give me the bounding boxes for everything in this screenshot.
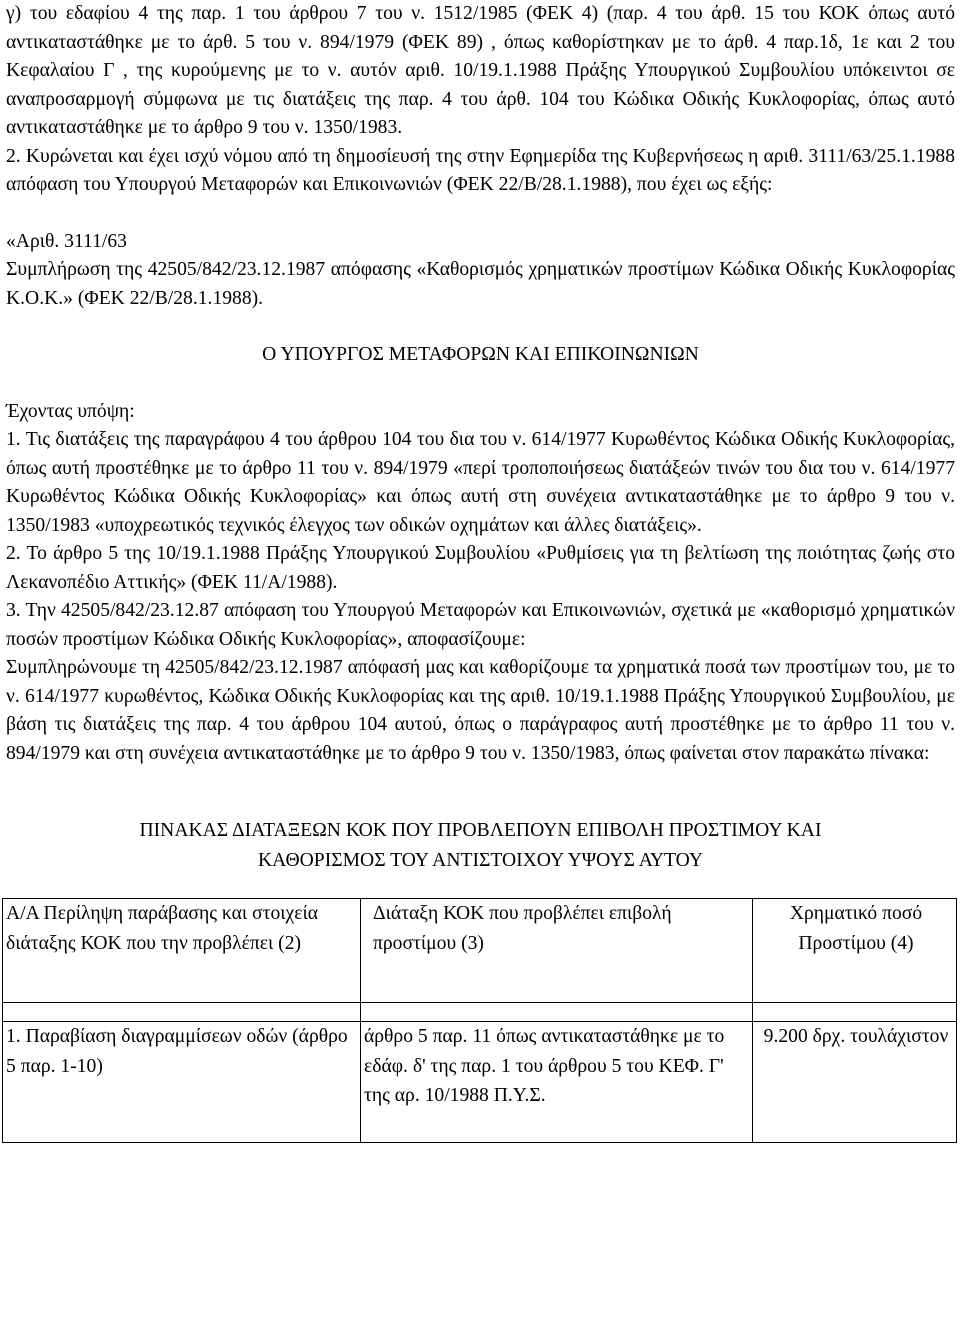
table-title-line-2: ΚΑΘΟΡΙΣΜΟΣ ΤΟΥ ΑΝΤΙΣΤΟΙΧΟΥ ΥΨΟΥΣ ΑΥΤΟΥ (258, 850, 703, 871)
document-page (6, 0, 955, 1143)
decision-number: «Αριθ. 3111/63 (6, 230, 127, 252)
row-cell-summary: 1. Παραβίαση διαγραμμίσεων οδών (άρθρο 5 παρ. 1-10) (3, 1022, 361, 1143)
fines-table (2, 898, 957, 1143)
decision-subject: Συμπλήρωση της 42505/842/23.12.1987 απόφασης «Καθορισμός χρηματικών προστίμων Κώδικα Οδικής Κυκλοφορίας Κ.Ο.Κ.» (ΦΕΚ 22/Β/28.1.1988). (6, 259, 955, 309)
spacer (6, 876, 955, 898)
considering-label: Έχοντας υπόψη: (6, 400, 135, 422)
header-cell-amount: Χρηματικό ποσό Προστίμου (4) (753, 899, 957, 1003)
considering-item-1: 1. Τις διατάξεις της παραγράφου 4 του άρθρου 104 του δια του ν. 614/1977 Κυρωθέντος Κώδικα Οδικής Κυκλοφορίας, όπως αυτή προστέθηκε με το άρθρο 11 του ν. 894/1979 «περί τροποποιήσεως διατάξεών τινών του δια του ν. 614/1977 Κυρωθέντος Κώδικα Οδικής Κυκλοφορίας» και όπως αυτή στη συνέχεια αντικαταστάθηκε με το άρθρο 9 του ν. 1350/1983 «υποχρεωτικός τεχνικός έλεγχος των οδικών οχημάτων και άλλες διατάξεις». (6, 429, 955, 536)
spacer (6, 313, 955, 341)
header-cell-summary: Α/Α Περίληψη παράβασης και στοιχεία διάταξης ΚΟΚ που την προβλέπει (2) (3, 899, 361, 1003)
considering-item-2: 2. Το άρθρο 5 της 10/19.1.1988 Πράξης Υπουργικού Συμβουλίου «Ρυθμίσεις για τη βελτίωση της ποιότητας ζωής στο Λεκανοπέδιο Αττικής» (ΦΕΚ 11/Α/1988). (6, 543, 955, 593)
spacer (6, 370, 955, 398)
minister-heading: Ο ΥΠΟΥΡΓΟΣ ΜΕΤΑΦΟΡΩΝ ΚΑΙ ΕΠΙΚΟΙΝΩΝΙΩΝ (262, 344, 699, 365)
table-header-row (3, 899, 957, 1003)
table-row (3, 1022, 957, 1143)
header-cell-provision: Διάταξη ΚΟΚ που προβλέπει επιβολή προστίμου (3) (361, 899, 753, 1003)
decision-text: Συμπληρώνουμε τη 42505/842/23.12.1987 απόφασή μας και καθορίζουμε τα χρηματικά ποσά των προστίμων του, με το ν. 614/1977 κυρωθέντος, Κώδικα Οδικής Κυκλοφορίας και της αριθ. 10/19.1.1988 Πράξης Υπουργικού Συμβουλίου, με βάση τις διατάξεις της παρ. 4 του άρθρου 104 αυτού, όπως ο παράγραφος αυτή προστέθηκε με το άρθρο 11 του ν. 894/1979 και στη συνέχεια αντικαταστάθηκε με το άρθρο 9 του ν. 1350/1983, όπως φαίνεται στον παρακάτω πίνακα: (6, 657, 955, 764)
intro-paragraph: γ) του εδαφίου 4 της παρ. 1 του άρθρου 7 του ν. 1512/1985 (ΦΕΚ 4) (παρ. 4 του άρθ. 15 του ΚΟΚ όπως αυτό αντικαταστάθηκε με το άρθ. 5 του ν. 894/1979 (ΦΕΚ 89) , όπως καθορίστηκαν με το άρθ. 4 παρ.1δ, 1ε και 2 του Κεφαλαίου Γ , της κυρούμενης με το ν. αυτόν αριθ. 10/19.1.1988 Πράξης Υπουργικού Συμβουλίου υπόκειντοι σε αναπροσαρμογή σύμφωνα με τις διατάξεις της παρ. 4 του άρθ. 104 του Κώδικα Οδικής Κυκλοφορίας, όπως αυτό αντικαταστάθηκε με το άρθρο 9 του ν. 1350/1983. (6, 3, 955, 138)
spacer (6, 768, 955, 816)
table-title-line-1: ΠΙΝΑΚΑΣ ΔΙΑΤΑΞΕΩΝ ΚΟΚ ΠΟΥ ΠΡΟΒΛΕΠΟΥΝ ΕΠΙΒΟΛΗ ΠΡΟΣΤΙΜΟΥ ΚΑΙ (139, 820, 822, 841)
row-cell-provision: άρθρο 5 παρ. 11 όπως αντικαταστάθηκε με το εδάφ. δ' της παρ. 1 του άρθρου 5 του ΚΕΦ. Γ' της αρ. 10/1988 Π.Υ.Σ. (361, 1022, 753, 1143)
considering-item-3: 3. Την 42505/842/23.12.87 απόφαση του Υπουργού Μεταφορών και Επικοινωνιών, σχετικά με «καθορισμό χρηματικών ποσών προστίμων Κώδικα Οδικής Κυκλοφορίας», αποφασίζουμε: (6, 600, 955, 650)
row-cell-amount: 9.200 δρχ. τουλάχιστον (753, 1022, 957, 1143)
spacer (6, 200, 955, 228)
table-gap-row (3, 1003, 957, 1022)
article-2-paragraph: 2. Κυρώνεται και έχει ισχύ νόμου από τη δημοσίευσή της στην Εφημερίδα της Κυβερνήσεως η αριθ. 3111/63/25.1.1988 απόφαση του Υπουργού Μεταφορών και Επικοινωνιών (ΦΕΚ 22/Β/28.1.1988), που έχει ως εξής: (6, 145, 955, 195)
